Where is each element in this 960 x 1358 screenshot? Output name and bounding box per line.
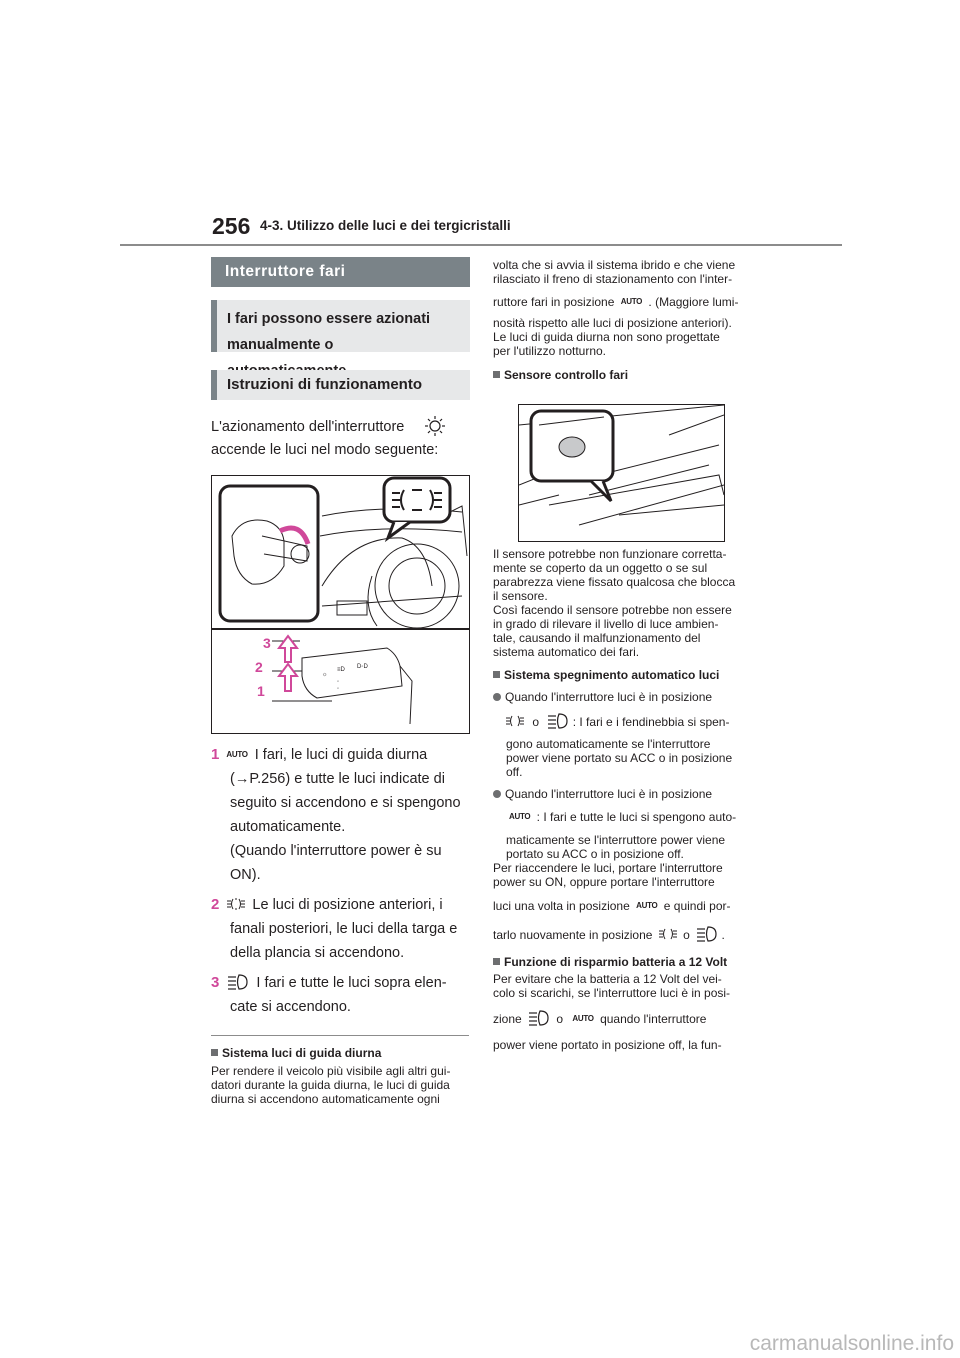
right-column-lower bbox=[493, 547, 755, 1052]
subsection-title: Istruzioni di funzionamento bbox=[227, 376, 422, 393]
relight-line: . bbox=[721, 928, 725, 942]
item-text: automaticamente. bbox=[230, 819, 346, 835]
round-bullet-icon bbox=[493, 693, 501, 701]
square-bullet-icon bbox=[211, 1049, 218, 1056]
sensor-line: in grado di rilevare il livello di luce ambien- bbox=[493, 617, 719, 631]
bullet-text: : I fari e tutte le luci si spengono auto- bbox=[536, 810, 737, 824]
sensor-line: sistema automatico dei fari. bbox=[493, 645, 640, 659]
or-text: o bbox=[683, 928, 690, 942]
svg-text:D◦D: D◦D bbox=[357, 664, 368, 670]
auto-off-heading: Sistema spegnimento automatico luci bbox=[504, 668, 720, 682]
item-text: seguito si accendono e si spengono bbox=[230, 795, 461, 811]
para-line: per l'utilizzo notturno. bbox=[493, 344, 607, 358]
battery-line: Per evitare che la batteria a 12 Volt del vei- bbox=[493, 972, 722, 986]
figure-label-1: 1 bbox=[257, 683, 265, 699]
square-bullet-icon bbox=[493, 371, 500, 378]
divider bbox=[211, 1035, 469, 1036]
list-item bbox=[211, 893, 473, 965]
position-lights-icon bbox=[659, 928, 677, 940]
svg-text:◦: ◦ bbox=[337, 679, 340, 685]
para-line: . (Maggiore lumi- bbox=[648, 295, 739, 309]
auto-icon: AUTO bbox=[509, 812, 531, 821]
para-line: Le luci di guida diurna non sono progettate bbox=[493, 330, 720, 344]
sensor-line: tale, causando il malfunzionamento del bbox=[493, 631, 701, 645]
item-text: fanali posteriori, le luci della targa e bbox=[230, 921, 458, 937]
section-title-bar bbox=[211, 257, 470, 287]
square-bullet-icon bbox=[493, 671, 500, 678]
intro-box bbox=[211, 300, 470, 352]
sensor-line: Il sensore potrebbe non funzionare corretta- bbox=[493, 547, 727, 561]
round-bullet-icon bbox=[493, 790, 501, 798]
position-lights-icon bbox=[506, 715, 524, 727]
battery-heading: Funzione di risparmio batteria a 12 Volt bbox=[504, 955, 728, 969]
sensor-line: mente se coperto da un oggetto o se sul bbox=[493, 561, 708, 575]
item-text: ON). bbox=[230, 867, 261, 883]
bullet-text: off. bbox=[506, 765, 523, 779]
sensor-drawing bbox=[519, 405, 724, 541]
desc-paragraph bbox=[211, 415, 471, 461]
relight-line: e quindi por- bbox=[663, 899, 731, 913]
numbered-list bbox=[211, 743, 473, 1019]
item-text: I fari, le luci di guida diurna bbox=[254, 747, 428, 763]
bullet-text: Quando l'interruttore luci è in posizione bbox=[505, 787, 713, 801]
para-line: nosità rispetto alle luci di posizione anteriori). bbox=[493, 316, 732, 330]
bullet-text: power viene portato su ACC o in posizione bbox=[506, 751, 733, 765]
battery-line: colo si scarichi, se l'interruttore luci è in posi- bbox=[493, 986, 731, 1000]
auto-icon: AUTO bbox=[226, 750, 248, 759]
svg-text:≡D: ≡D bbox=[337, 667, 345, 673]
headlight-icon bbox=[528, 1010, 550, 1026]
headlight-icon bbox=[696, 926, 718, 942]
list-item bbox=[211, 743, 473, 887]
item-text: della plancia si accendono. bbox=[230, 945, 405, 961]
sensor-line: il sensore. bbox=[493, 589, 548, 603]
sensor-heading: Sensore controllo fari bbox=[504, 368, 629, 382]
relight-line: tarlo nuovamente in posizione bbox=[493, 928, 653, 942]
bullet-text: gono automaticamente se l'interruttore bbox=[506, 737, 711, 751]
battery-line: zione bbox=[493, 1012, 522, 1026]
drl-line: datori durante la guida diurna, le luci di guida bbox=[211, 1078, 450, 1092]
headlight-icon bbox=[547, 713, 569, 729]
svg-text:☼: ☼ bbox=[322, 672, 328, 678]
or-text: o bbox=[532, 715, 540, 729]
sensor-illustration bbox=[518, 404, 725, 542]
list-item bbox=[211, 971, 473, 1019]
illustration-drawing bbox=[212, 476, 469, 733]
desc-line: L'azionamento dell'interruttore bbox=[211, 419, 405, 435]
relight-line: Per riaccendere le luci, portare l'interruttore bbox=[493, 861, 723, 875]
bullet-text: portato su ACC o in posizione off. bbox=[506, 847, 684, 861]
item-text: I fari e tutte le luci sopra elen- bbox=[256, 975, 447, 991]
header-rule bbox=[120, 244, 842, 246]
figure-label-3: 3 bbox=[263, 635, 271, 651]
relight-line: luci una volta in posizione bbox=[493, 899, 630, 913]
para-line: rilasciato il freno di stazionamento con l'inter- bbox=[493, 272, 733, 286]
section-title: Interruttore fari bbox=[225, 263, 346, 280]
auto-icon: AUTO bbox=[636, 901, 658, 910]
auto-icon: AUTO bbox=[620, 297, 643, 306]
item-number: 2 bbox=[211, 896, 220, 913]
item-number: 1 bbox=[211, 746, 220, 763]
drl-line: Per rendere il veicolo più visibile agli altri gui- bbox=[211, 1064, 451, 1078]
page-number: 256 bbox=[212, 213, 251, 239]
watermark: carmanualsonline.info bbox=[749, 1332, 954, 1355]
bullet-text: Quando l'interruttore luci è in posizione bbox=[505, 690, 713, 704]
item-number: 3 bbox=[211, 974, 220, 991]
headlight-switch-icon bbox=[422, 415, 448, 437]
figure-label-2: 2 bbox=[255, 659, 263, 675]
relight-line: power su ON, oppure portare l'interruttore bbox=[493, 875, 715, 889]
item-text: cate si accendono. bbox=[230, 999, 351, 1015]
chapter-title: 4-3. Utilizzo delle luci e dei tergicristalli bbox=[260, 218, 511, 233]
para-line: volta che si avvia il sistema ibrido e che viene bbox=[493, 258, 736, 272]
drl-heading: Sistema luci di guida diurna bbox=[222, 1046, 382, 1060]
headlight-icon bbox=[227, 974, 249, 990]
item-text: Le luci di posizione anteriori, i bbox=[252, 897, 443, 913]
auto-icon: AUTO bbox=[572, 1014, 594, 1023]
battery-line: power viene portato in posizione off, la fun- bbox=[493, 1038, 722, 1052]
drl-section bbox=[211, 1045, 473, 1106]
headlight-switch-illustration bbox=[211, 475, 470, 734]
drl-line: diurna si accendono automaticamente ogni bbox=[211, 1092, 440, 1106]
position-lights-icon bbox=[227, 898, 245, 910]
item-text: (→P.256) e tutte le luci indicate di bbox=[230, 771, 445, 787]
sensor-line: Così facendo il sensore potrebbe non essere bbox=[493, 603, 732, 617]
bullet-text: maticamente se l'interruttore power viene bbox=[506, 833, 726, 847]
or-text: o bbox=[556, 1012, 564, 1026]
svg-text:◦: ◦ bbox=[337, 686, 340, 692]
subsection-title-box bbox=[211, 370, 470, 400]
para-line: ruttore fari in posizione bbox=[493, 295, 615, 309]
battery-line: quando l'interruttore bbox=[600, 1012, 707, 1026]
item-text: (Quando l'interruttore power è su bbox=[230, 843, 442, 859]
sensor-line: parabrezza viene fissato qualcosa che blocca bbox=[493, 575, 736, 589]
desc-line: accende le luci nel modo seguente: bbox=[211, 442, 439, 458]
square-bullet-icon bbox=[493, 958, 500, 965]
intro-line: manualmente o bbox=[227, 337, 334, 353]
bullet-text: : I fari e i fendinebbia si spen- bbox=[572, 715, 730, 729]
right-column bbox=[493, 258, 753, 382]
intro-line: I fari possono essere azionati bbox=[227, 311, 431, 327]
